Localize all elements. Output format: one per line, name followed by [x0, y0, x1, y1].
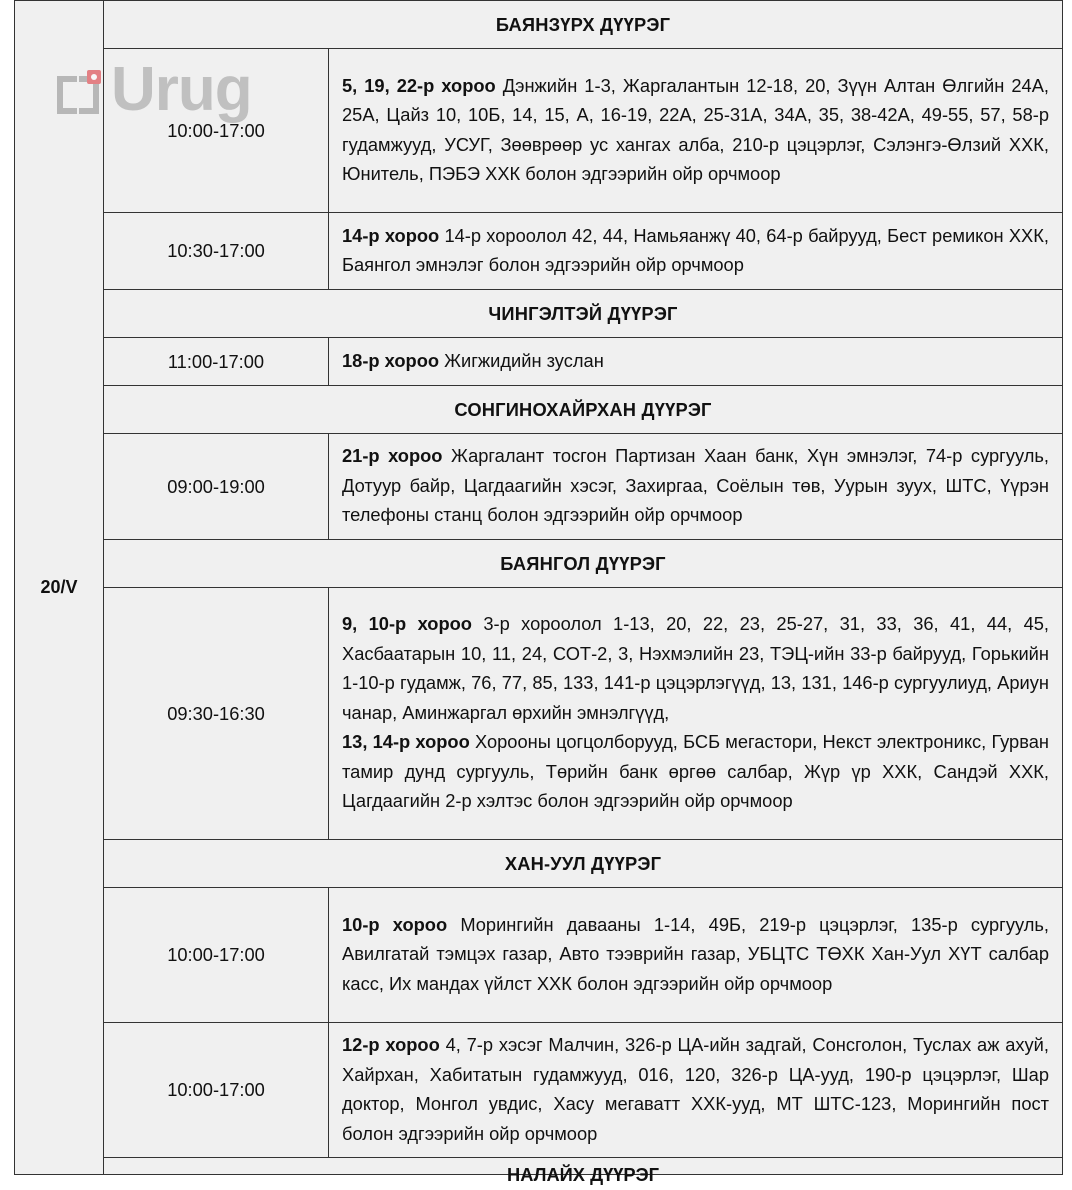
area-description	[329, 1023, 1063, 1158]
table-row	[15, 338, 1063, 386]
area-text-second: Хорооны цогцолборууд, БСБ мегастори, Некст электроникс, Гурван тамир дунд сургууль, Төрийн банк өргөө салбар, Жүр үр ХХК, Сандэй ХХК, Цагдаагийн 2-р хэлтэс болон эдгээрийн ойр орчмоор	[342, 731, 1049, 812]
khoroo-label: 18-р хороо	[342, 349, 440, 371]
district-name: БАЯНЗҮРХ ДҮҮРЭГ	[104, 1, 1063, 49]
district-name-partial	[104, 1158, 1063, 1185]
time-range: 10:00-17:00	[104, 49, 329, 213]
area-text: 14-р хороолол 42, 44, Намьяанжү 40, 64-р байрууд, Бест ремикон ХХК, Баянгол эмнэлэг болон эдгээрийн ойр орчмоор	[342, 224, 1049, 275]
district-name: ХАН-УУЛ ДҮҮРЭГ	[104, 840, 1063, 888]
table-row	[15, 49, 1063, 213]
table-row	[15, 1023, 1063, 1158]
table-row	[15, 434, 1063, 540]
outage-schedule-table	[14, 0, 1063, 1185]
khoroo-label: 9, 10-р хороо	[342, 613, 472, 635]
khoroo-label-second: 13, 14-р хороо	[342, 731, 470, 753]
area-text: 4, 7-р хэсэг Малчин, 326-р ЦА-ийн задгай, Сонсголон, Туслах аж ахуй, Хайрхан, Хабитатын гудамжууд, 016, 120, 326-р ЦА-ууд, 190-р цэцэрлэг, Шар доктор, Монгол увдис, Хасу мегаватт ХХК-ууд, МТ ШТС-123, Морингийн пост болон эдгээрийн ойр орчмоор	[342, 1034, 1049, 1144]
table-row	[15, 213, 1063, 290]
khoroo-label: 5, 19, 22-р хороо	[342, 74, 496, 96]
district-header-row	[15, 840, 1063, 888]
area-text: Дэнжийн 1-3, Жаргалантын 12-18, 20, Зүүн Алтан Өлгийн 24А, 25А, Цайз 10, 10Б, 14, 15, А, 16-19, 22А, 25-31А, 34А, 35, 38-42А, 49-55, 57, 58-р гудамжууд, УСУГ, Зөөврөөр ус хангах алба, 210-р цэцэрлэг, Сэлэнгэ-Өлзий ХХК, Юнитель, ПЭБЭ ХХК болон эдгээрийн ойр орчмоор	[342, 74, 1049, 184]
time-range: 10:00-17:00	[104, 888, 329, 1023]
district-name: БАЯНГОЛ ДҮҮРЭГ	[104, 540, 1063, 588]
time-range: 11:00-17:00	[104, 338, 329, 386]
area-text: Морингийн давааны 1-14, 49Б, 219-р цэцэрлэг, 135-р сургууль, Авилгатай тэмцэх газар, Авто тээврийн газар, УБЦТС ТӨХК Хан-Уул ХҮТ салбар касс, Их мандах үйлст ХХК болон эдгээрийн ойр орчмоор	[342, 913, 1049, 994]
table-row	[15, 588, 1063, 840]
district-header-row	[15, 386, 1063, 434]
khoroo-label: 10-р хороо	[342, 913, 448, 935]
area-description	[329, 49, 1063, 213]
area-description	[329, 434, 1063, 540]
watermark-text: Urug	[111, 55, 252, 124]
time-range: 10:00-17:00	[104, 1023, 329, 1158]
district-header-row	[15, 290, 1063, 338]
time-range: 09:00-19:00	[104, 434, 329, 540]
area-description	[329, 213, 1063, 290]
district-header-row-partial	[15, 1158, 1063, 1175]
time-range: 10:30-17:00	[104, 213, 329, 290]
next-district-name: НАЛАЙХ ДҮҮРЭГ	[507, 1164, 659, 1185]
area-text: Жаргалант тосгон Партизан Хаан банк, Хүн эмнэлэг, 74-р сургууль, Дотуур байр, Цагдаагийн хэсэг, Захиргаа, Соёлын төв, Уурын зуух, ШТС, Үүрэн телефоны станц болон эдгээрийн ойр орчмоор	[342, 445, 1049, 526]
time-range: 09:30-16:30	[104, 588, 329, 840]
khoroo-label: 14-р хороо	[342, 224, 440, 246]
district-name: СОНГИНОХАЙРХАН ДҮҮРЭГ	[104, 386, 1063, 434]
area-description	[329, 338, 1063, 386]
area-text: 3-р хороолол 1-13, 20, 22, 23, 25-27, 31, 33, 36, 41, 44, 45, Хасбаатарын 10, 11, 24, СОТ-2, 3, Нэхмэлийн 23, ТЭЦ-ийн 33-р байрууд, Горькийн 1-10-р гудамж, 76, 77, 85, 133, 141-р цэцэрлэгүүд, 13, 131, 146-р сургуулиуд, Ариун чанар, Аминжаргал өрхийн эмнэлгүүд,	[342, 613, 1049, 723]
table-row	[15, 888, 1063, 1023]
area-description	[329, 588, 1063, 840]
khoroo-label: 21-р хороо	[342, 445, 443, 467]
district-header-row	[15, 1, 1063, 49]
date-cell: 20/V	[15, 1, 104, 1175]
area-text: Жигжидийн зуслан	[444, 349, 604, 371]
district-name: ЧИНГЭЛТЭЙ ДҮҮРЭГ	[104, 290, 1063, 338]
district-header-row	[15, 540, 1063, 588]
area-description	[329, 888, 1063, 1023]
khoroo-label: 12-р хороо	[342, 1034, 440, 1055]
